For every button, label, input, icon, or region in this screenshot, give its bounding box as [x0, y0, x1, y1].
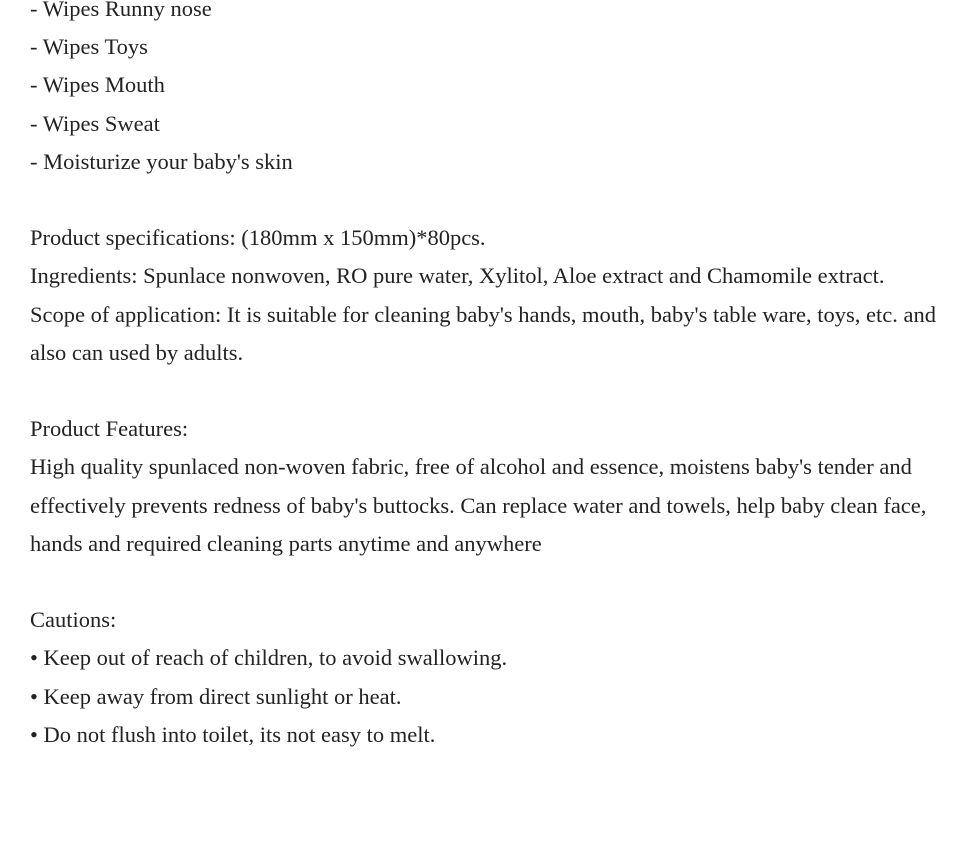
- uses-list: [30, 0, 948, 181]
- spec-size: Product specifications: (180mm x 150mm)*80pcs.: [30, 225, 486, 251]
- caution-item: • Keep out of reach of children, to avoid swallowing.: [30, 645, 508, 671]
- use-item: - Wipes Mouth: [30, 72, 165, 98]
- spec-scope: Scope of application: It is suitable for cleaning baby's hands, mouth, baby's table ware, toys, etc. and also can used by adults.: [30, 301, 936, 365]
- caution-item: • Do not flush into toilet, its not easy to melt.: [30, 721, 436, 747]
- use-item: - Wipes Toys: [30, 34, 148, 60]
- cautions-heading: Cautions:: [30, 607, 117, 633]
- specifications-section: [30, 219, 948, 372]
- features-heading: Product Features:: [30, 416, 189, 442]
- use-item: - Moisturize your baby's skin: [30, 148, 293, 174]
- caution-item: • Keep away from direct sunlight or heat.: [30, 683, 402, 709]
- paragraph-spacer: [30, 563, 948, 601]
- paragraph-spacer: [30, 181, 948, 219]
- use-item: - Wipes Sweat: [30, 110, 160, 136]
- use-item: - Wipes Runny nose: [30, 0, 212, 21]
- features-section: [30, 410, 948, 563]
- spec-ingredients: Ingredients: Spunlace nonwoven, RO pure water, Xylitol, Aloe extract and Chamomile extract.: [30, 263, 885, 289]
- paragraph-spacer: [30, 372, 948, 410]
- features-text: High quality spunlaced non-woven fabric, free of alcohol and essence, moistens baby's tender and effectively prevents redness of baby's buttocks. Can replace water and towels, help baby clean face, hands and required cleaning parts anytime and anywhere: [30, 454, 927, 556]
- cautions-section: [30, 601, 948, 754]
- product-description: [30, 0, 948, 754]
